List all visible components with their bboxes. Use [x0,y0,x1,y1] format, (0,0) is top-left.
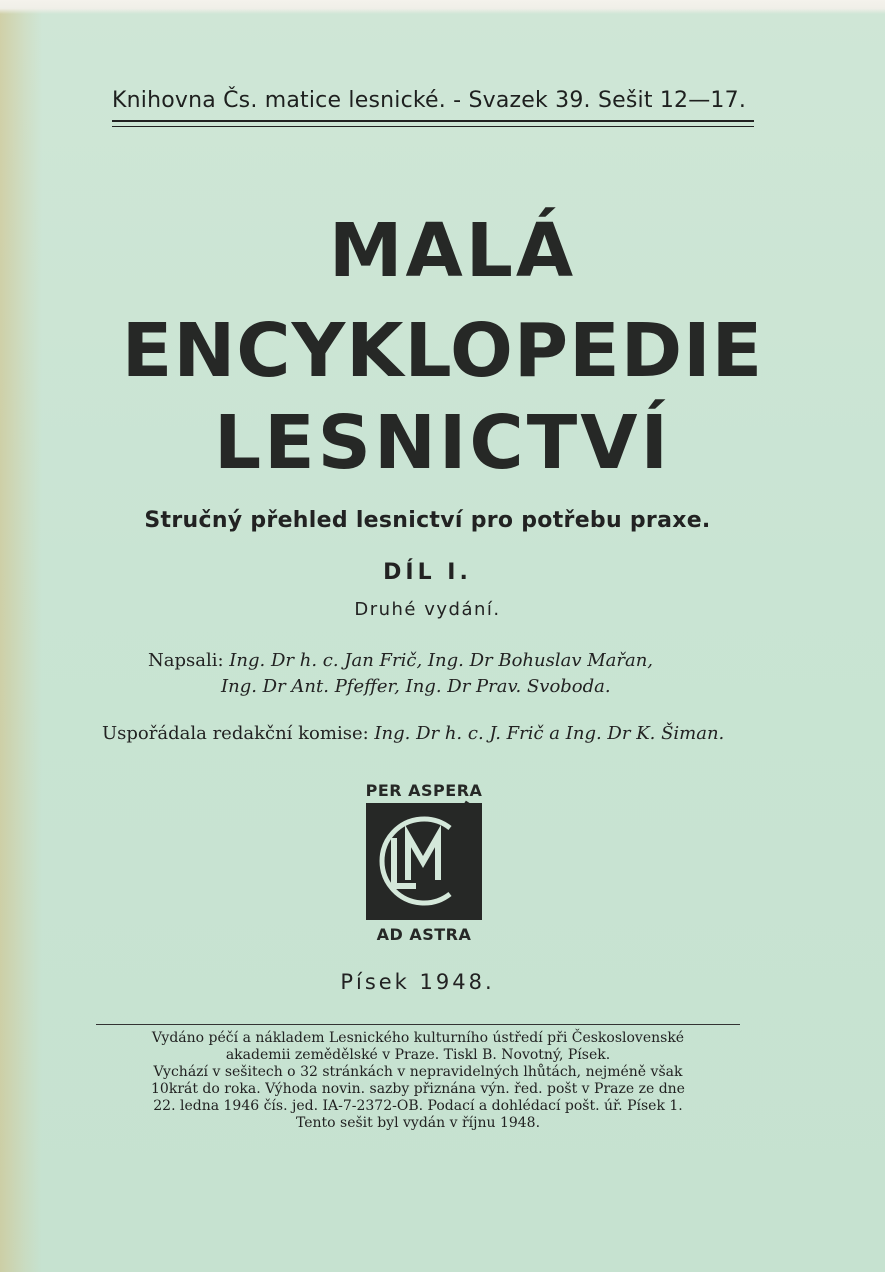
editors-names: Ing. Dr h. c. J. Frič a Ing. Dr K. Šiman. [374,723,725,744]
imprint-line: 10krát do roka. Výhoda novin. sazby přiznána výn. řed. pošt v Praze ze dne [151,1081,685,1097]
imprint-line: akademii zemědělské v Praze. Tiskl B. Novotný, Písek. [225,1047,611,1063]
header-rule [112,120,754,122]
imprint-line: Tento sešit byl vydán v říjnu 1948. [295,1115,541,1131]
title-line-2: ENCYKLOPEDIE [121,308,764,394]
imprint-rule [96,1024,740,1025]
authors-label: Napsali: [148,650,224,671]
page-aged-edge [0,0,42,1272]
logo-motto-bottom: AD ASTRA [376,925,472,944]
subtitle: Stručný přehled lesnictví pro potřebu praxe. [144,508,711,533]
logo-motto-top: PER ASPERA [365,781,483,800]
part-number: DÍL I. [383,560,472,585]
place-year: Písek 1948. [340,970,495,994]
title-line-1: MALÁ [328,208,577,294]
imprint-block [88,1030,748,1132]
editors-line [102,723,724,744]
imprint-line: 22. ledna 1946 čís. jed. IA-7-2372-OB. Podací a dohlédací pošt. úř. Písek 1. [153,1098,683,1114]
authors-line-1: Ing. Dr h. c. Jan Frič, Ing. Dr Bohuslav Mařan, [229,650,654,671]
edition: Druhé vydání. [354,599,501,620]
imprint-line: Vychází v sešitech o 32 stránkách v nepravidelných lhůtách, nejméně však [153,1064,683,1080]
series-line: Knihovna Čs. matice lesnické. - Svazek 39. Sešit 12—17. [112,88,747,113]
page-top-edge [0,0,885,14]
authors-block [148,648,653,700]
publisher-logo [356,776,492,948]
title-line-3: LESNICTVÍ [213,400,672,486]
authors-line-2: Ing. Dr Ant. Pfeffer, Ing. Dr Prav. Svoboda. [221,676,611,697]
imprint-line: Vydáno péčí a nákladem Lesnického kulturního ústředí při Československé [151,1030,685,1046]
header-rule-thin [112,126,754,127]
editors-label: Uspořádala redakční komise: [102,723,369,744]
